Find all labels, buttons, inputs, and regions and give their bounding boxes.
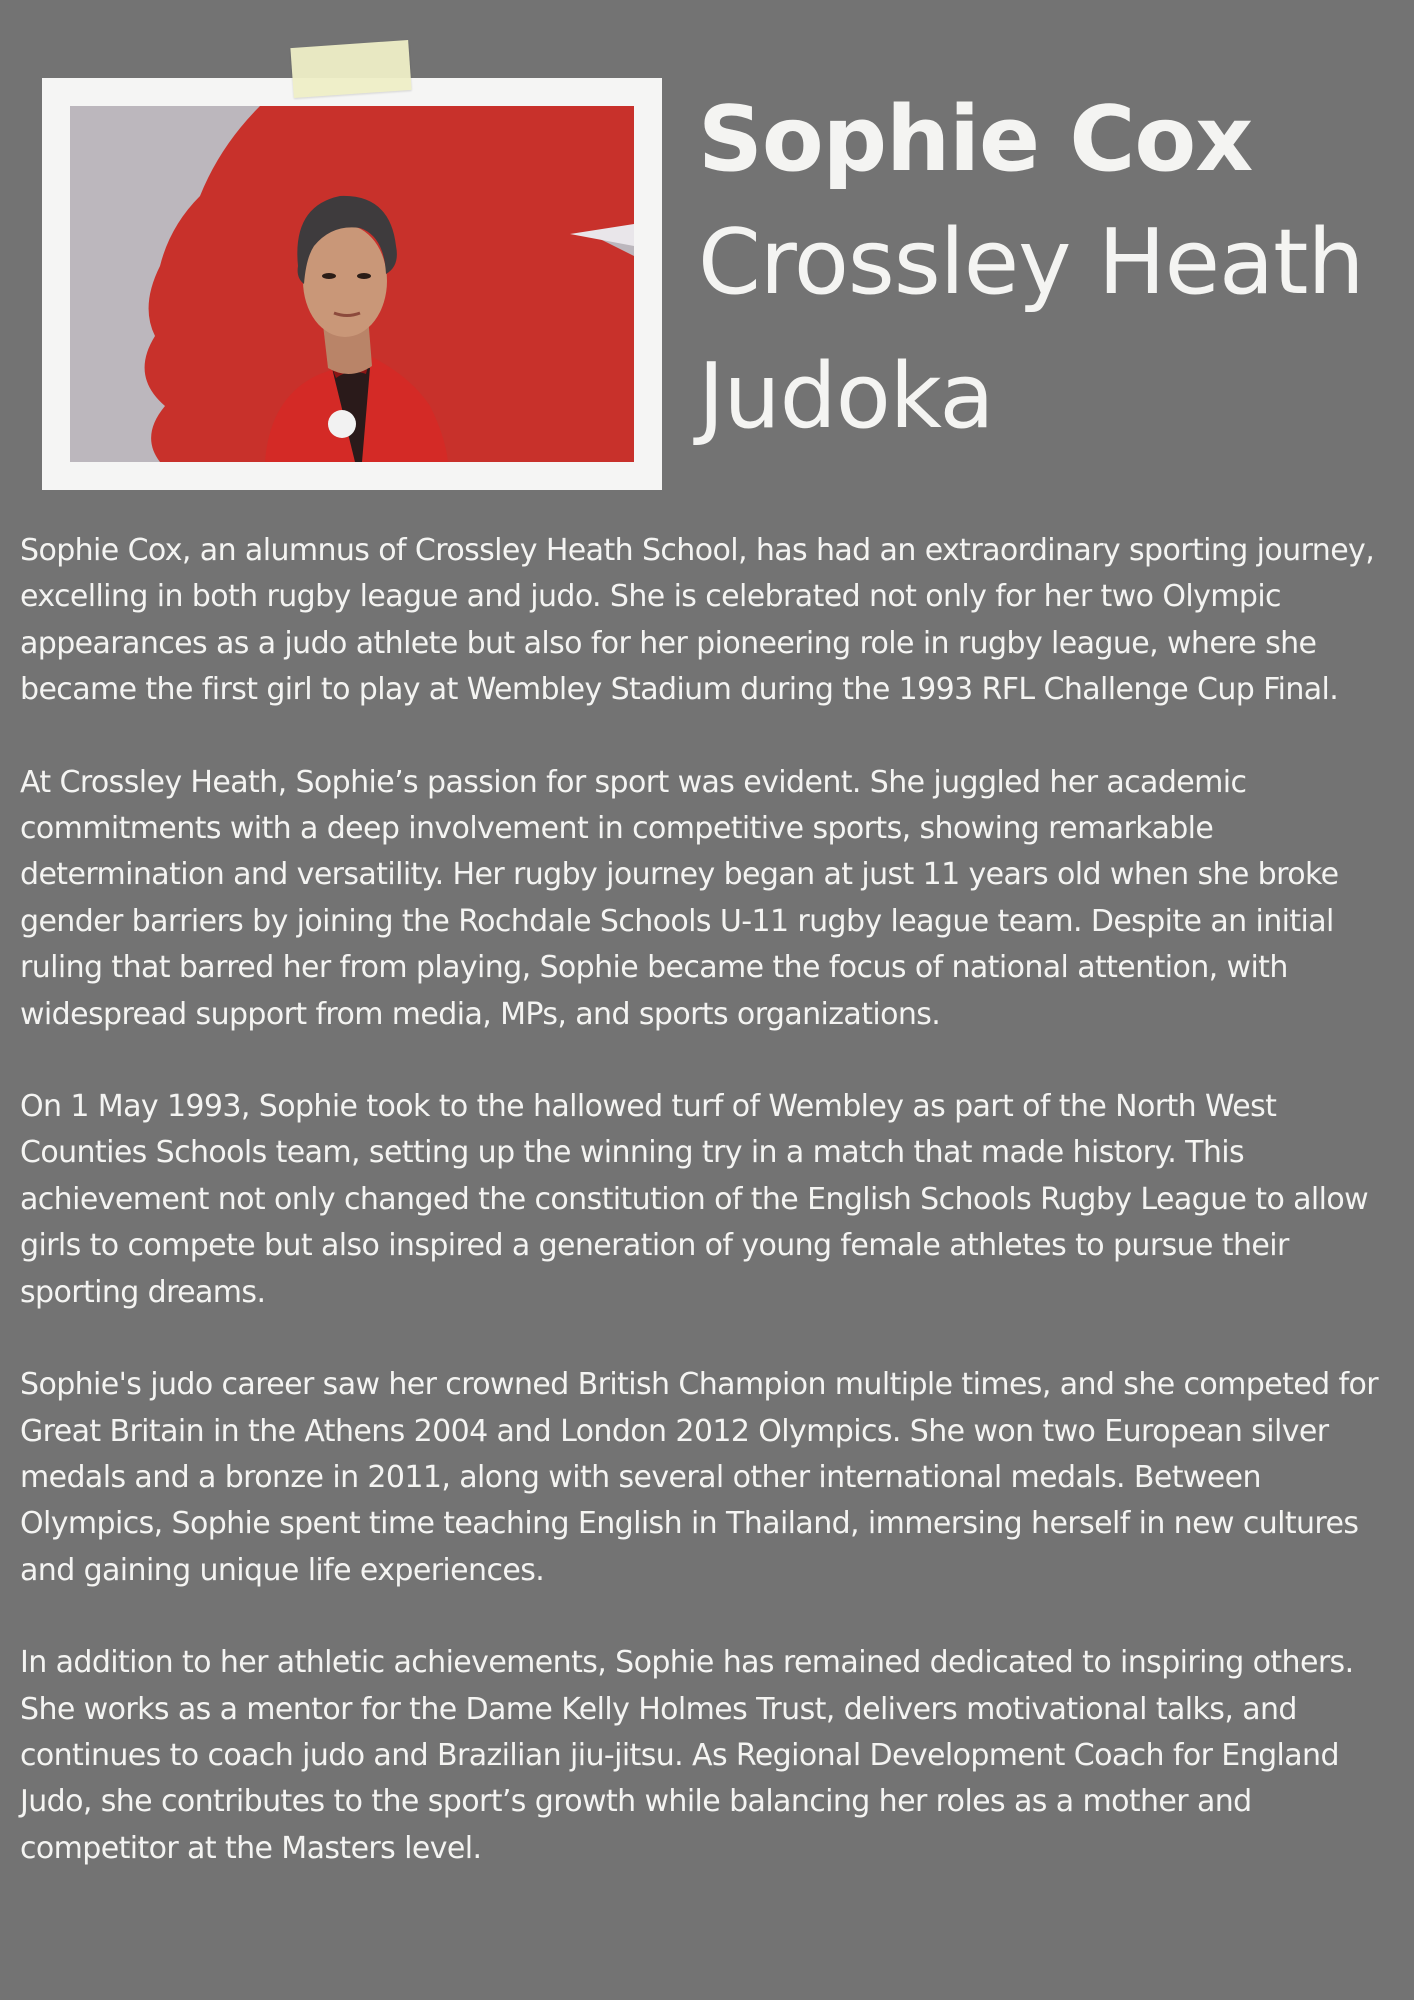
bio-paragraph: In addition to her athletic achievements, Sophie has remained dedicated to inspiring others. She works as a mentor for the Dame Kelly Holmes Trust, delivers motivational talks, and continues to coach judo and Brazilian jiu-jitsu. As Regional Development Coach for England Judo, she contributes to the sport’s growth while balancing her roles as a mother and competitor at the Masters level.: [20, 1645, 1354, 1866]
photo-frame: [42, 78, 662, 490]
bio-paragraph: At Crossley Heath, Sophie’s passion for sport was evident. She juggled her academic commitments with a deep involvement in competitive sports, showing remarkable determination and versatility. Her rugby journey began at just 11 years old when she broke gender barriers by joining the Rochdale Schools U-11 rugby league team. Despite an initial ruling that barred her from playing, Sophie became the focus of national attention, with widespread support from media, MPs, and sports organizations.: [20, 764, 1339, 1032]
portrait-image: [70, 106, 634, 462]
bio-paragraph: Sophie's judo career saw her crowned British Champion multiple times, and she competed for Great Britain in the Athens 2004 and London 2012 Olympics. She won two European silver medals and a bronze in 2011, along with several other international medals. Between Olympics, Sophie spent time teaching English in Thailand, immersing herself in new cultures and gaining unique life experiences.: [20, 1367, 1378, 1588]
profile-name: Sophie Cox: [698, 87, 1253, 192]
portrait-photo: [70, 106, 634, 462]
profile-role: Judoka: [698, 344, 994, 449]
bio-paragraph: Sophie Cox, an alumnus of Crossley Heath School, has had an extraordinary sporting journey, excelling in both rugby league and judo. She is celebrated not only for her two Olympic appearances as a judo athlete but also for her pioneering role in rugby league, where she became the first girl to play at Wembley Stadium during the 1993 RFL Challenge Cup Final.: [20, 533, 1375, 708]
biography: [20, 528, 1400, 1918]
profile-school: Crossley Heath: [698, 210, 1364, 315]
bio-paragraph: On 1 May 1993, Sophie took to the hallowed turf of Wembley as part of the North West Counties Schools team, setting up the winning try in a match that made history. This achievement not only changed the constitution of the English Schools Rugby League to allow girls to compete but also inspired a generation of young female athletes to pursue their sporting dreams.: [20, 1089, 1369, 1310]
profile-heading: [698, 84, 1398, 464]
tape-decoration: [290, 40, 411, 98]
